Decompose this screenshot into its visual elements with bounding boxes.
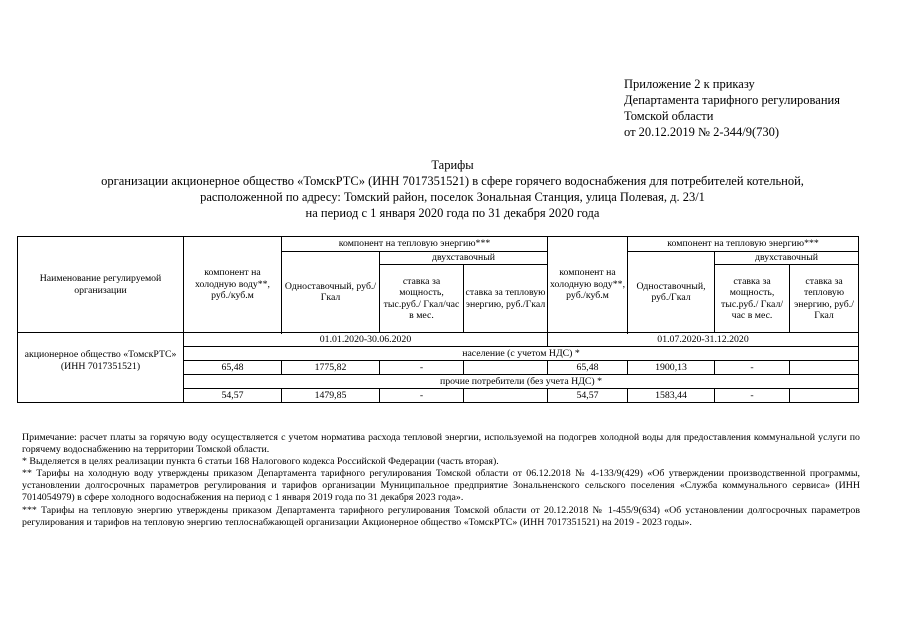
header-energy-rate-2: ставка за тепловую энергию, руб./Гкал <box>790 265 859 333</box>
header-cold-water-2: компонент на холодную воду**, руб./куб.м <box>548 237 628 333</box>
note-footnote-3: *** Тарифы на тепловую энергию утверждены приказом Департамента тарифного регулирования Томской области от 20.12.2018 № 1-455/9(634) «Об установлении долгосрочных параметров регулирования и тарифов на тепловую энергию теплоснабжающей организации Акционерное общество «ТомскРТС» (ИНН 7017351521) на 2019 - 2023 годы». <box>22 504 860 528</box>
header-capacity-rate-2: ставка за мощность, тыс.руб./ Гкал/час в мес. <box>715 265 790 333</box>
cell-value: 1583,44 <box>628 389 715 403</box>
header-single-rate-2: Одноставочный, руб./Гкал <box>628 252 715 333</box>
cell-value: - <box>715 389 790 403</box>
appendix-line-1: Приложение 2 к приказу <box>624 77 755 91</box>
note-footnote-2: ** Тарифы на холодную воду утверждены приказом Департамента тарифного регулирования Томской области от 06.12.2018 № 4-133/9(429) «Об утверждении производственной программы, установлении долгосрочных параметров регулирования и тарифов организации Муниципальное предприятие Зональненского сельского поселения «Служба коммунального сервиса» (ИНН 7014054979) в сфере холодного водоснабжения на период с 1 января 2019 года по 31 декабря 2023 года». <box>22 468 860 504</box>
cell-value <box>790 361 859 375</box>
title-line-2: организации акционерное общество «ТомскРТС» (ИНН 7017351521) в сфере горячего водоснабжения для потребителей котельной, <box>101 174 804 188</box>
title-line-4: на период с 1 января 2020 года по 31 декабря 2020 года <box>305 206 600 220</box>
note-main: Примечание: расчет платы за горячую воду осуществляется с учетом норматива расхода тепловой энергии, используемой на подогрев холодной воды для предоставления коммунальной услуги по горячему водоснабжению на территории Томской области. <box>22 432 860 456</box>
header-capacity-rate-1: ставка за мощность, тыс.руб./ Гкал/час в мес. <box>380 265 464 333</box>
cell-value: 54,57 <box>548 389 628 403</box>
cell-value: 1479,85 <box>282 389 380 403</box>
header-two-rate-2: двухставочный <box>715 252 859 265</box>
header-energy-rate-1: ставка за тепловую энергию, руб./Гкал <box>464 265 548 333</box>
header-cold-water-1: компонент на холодную воду**, руб./куб.м <box>184 237 282 333</box>
cell-value: 1775,82 <box>282 361 380 375</box>
cell-value <box>464 389 548 403</box>
organization-name: акционерное общество «ТомскРТС» (ИНН 7017351521) <box>18 333 184 403</box>
cell-value: 65,48 <box>184 361 282 375</box>
cell-value: 54,57 <box>184 389 282 403</box>
header-two-rate-1: двухставочный <box>380 252 548 265</box>
notes-block <box>22 432 860 529</box>
period-2: 01.07.2020-31.12.2020 <box>548 333 859 347</box>
cell-value: - <box>380 389 464 403</box>
appendix-line-3: Томской области <box>624 109 714 123</box>
cell-value: 65,48 <box>548 361 628 375</box>
title-line-3: расположенной по адресу: Томский район, поселок Зональная Станция, улица Полевая, д. 23/1 <box>200 190 705 204</box>
document-title <box>20 157 885 221</box>
period-1: 01.01.2020-30.06.2020 <box>184 333 548 347</box>
cell-value: - <box>380 361 464 375</box>
appendix-line-2: Департамента тарифного регулирования <box>624 93 840 107</box>
note-footnote-1: * Выделяется в целях реализации пункта 6 статьи 168 Налогового кодекса Российской Федерации (часть вторая). <box>22 456 499 468</box>
tariffs-table <box>17 236 859 403</box>
appendix-line-4: от 20.12.2019 № 2-344/9(730) <box>624 125 780 139</box>
header-thermal-2: компонент на тепловую энергию*** <box>628 237 859 252</box>
cell-value <box>790 389 859 403</box>
group-other-consumers-label: прочие потребители (без учета НДС) * <box>184 375 859 389</box>
title-line-1: Тарифы <box>431 158 474 172</box>
appendix-block <box>624 76 840 140</box>
cell-value: - <box>715 361 790 375</box>
cell-value: 1900,13 <box>628 361 715 375</box>
group-population-label: население (с учетом НДС) * <box>184 347 859 361</box>
header-single-rate-1: Одноставочный, руб./Гкал <box>282 252 380 333</box>
header-thermal-1: компонент на тепловую энергию*** <box>282 237 548 252</box>
header-org-name: Наименование регулируемой организации <box>18 237 184 333</box>
cell-value <box>464 361 548 375</box>
